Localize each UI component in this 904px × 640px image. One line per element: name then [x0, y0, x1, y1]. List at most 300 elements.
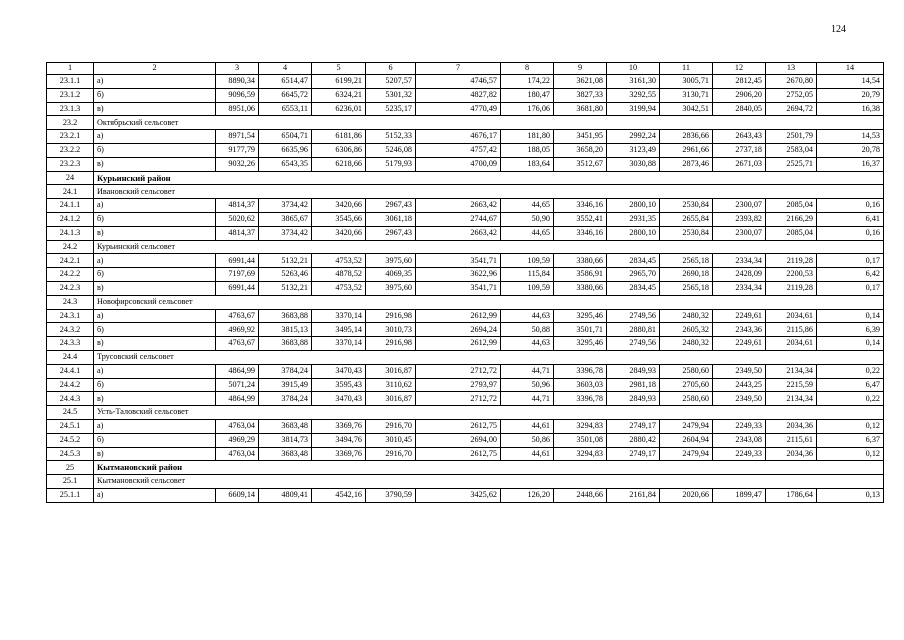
row-id: 24.1	[47, 185, 94, 199]
row-id: 24.5	[47, 406, 94, 420]
value-cell: 0,22	[817, 392, 884, 406]
row-id: 23.1.2	[47, 88, 94, 102]
row-label: б)	[94, 88, 216, 102]
value-cell: 2916,98	[366, 337, 416, 351]
value-cell: 3370,14	[312, 309, 366, 323]
table-row	[47, 323, 884, 337]
value-cell: 6218,66	[312, 157, 366, 171]
value-cell: 3681,80	[554, 102, 607, 116]
column-header: 6	[366, 63, 416, 75]
value-cell: 3396,78	[554, 392, 607, 406]
row-id: 24.1.3	[47, 226, 94, 240]
value-cell: 6,47	[817, 378, 884, 392]
value-cell: 2034,61	[766, 337, 817, 351]
value-cell: 2565,18	[660, 281, 713, 295]
value-cell: 5207,57	[366, 75, 416, 89]
tariff-table	[46, 62, 884, 503]
value-cell: 2737,18	[713, 143, 766, 157]
value-cell: 2334,34	[713, 281, 766, 295]
value-cell: 2580,60	[660, 392, 713, 406]
value-cell: 3396,78	[554, 364, 607, 378]
value-cell: 3042,51	[660, 102, 713, 116]
table-row	[47, 488, 884, 502]
value-cell: 2119,28	[766, 254, 817, 268]
table-row	[47, 157, 884, 171]
value-cell: 2300,07	[713, 226, 766, 240]
value-cell: 4753,52	[312, 254, 366, 268]
value-cell: 3010,73	[366, 323, 416, 337]
value-cell: 2712,72	[416, 364, 501, 378]
table-row	[47, 447, 884, 461]
table-row	[47, 419, 884, 433]
value-cell: 2643,43	[713, 130, 766, 144]
value-cell: 6,42	[817, 268, 884, 282]
table-row	[47, 378, 884, 392]
value-cell: 2530,84	[660, 226, 713, 240]
row-label: а)	[94, 419, 216, 433]
value-cell: 44,71	[501, 392, 554, 406]
column-header: 4	[259, 63, 312, 75]
row-id: 24.2.3	[47, 281, 94, 295]
value-cell: 2249,33	[713, 419, 766, 433]
settlement-title: Кытмановский сельсовет	[94, 475, 884, 489]
value-cell: 2612,75	[416, 419, 501, 433]
row-id: 23.2	[47, 116, 94, 130]
value-cell: 3495,14	[312, 323, 366, 337]
table-row	[47, 212, 884, 226]
column-header: 7	[416, 63, 501, 75]
value-cell: 4814,37	[216, 226, 259, 240]
district-title: Кытмановский район	[94, 461, 884, 475]
value-cell: 3369,76	[312, 419, 366, 433]
table-row	[47, 130, 884, 144]
value-cell: 44,65	[501, 199, 554, 213]
value-cell: 0,12	[817, 419, 884, 433]
value-cell: 176,06	[501, 102, 554, 116]
value-cell: 2034,61	[766, 309, 817, 323]
table-row	[47, 392, 884, 406]
value-cell: 2812,45	[713, 75, 766, 89]
value-cell: 3380,66	[554, 281, 607, 295]
value-cell: 1899,47	[713, 488, 766, 502]
value-cell: 3425,62	[416, 488, 501, 502]
value-cell: 2300,07	[713, 199, 766, 213]
value-cell: 3370,14	[312, 337, 366, 351]
value-cell: 2705,60	[660, 378, 713, 392]
value-cell: 3865,67	[259, 212, 312, 226]
value-cell: 3161,30	[607, 75, 660, 89]
table-row	[47, 88, 884, 102]
table-row	[47, 309, 884, 323]
value-cell: 3292,55	[607, 88, 660, 102]
value-cell: 4809,41	[259, 488, 312, 502]
value-cell: 20,79	[817, 88, 884, 102]
value-cell: 3975,60	[366, 254, 416, 268]
value-cell: 50,88	[501, 323, 554, 337]
row-label: в)	[94, 281, 216, 295]
value-cell: 3494,76	[312, 433, 366, 447]
row-id: 23.2.2	[47, 143, 94, 157]
value-cell: 3294,83	[554, 419, 607, 433]
row-id: 24.4.1	[47, 364, 94, 378]
value-cell: 3552,41	[554, 212, 607, 226]
row-id: 25	[47, 461, 94, 475]
value-cell: 2694,72	[766, 102, 817, 116]
value-cell: 6514,47	[259, 75, 312, 89]
value-cell: 2480,32	[660, 337, 713, 351]
value-cell: 2604,94	[660, 433, 713, 447]
value-cell: 2873,46	[660, 157, 713, 171]
value-cell: 2992,24	[607, 130, 660, 144]
value-cell: 4676,17	[416, 130, 501, 144]
value-cell: 2694,00	[416, 433, 501, 447]
value-cell: 2981,18	[607, 378, 660, 392]
value-cell: 5132,21	[259, 281, 312, 295]
value-cell: 3541,71	[416, 254, 501, 268]
value-cell: 6306,86	[312, 143, 366, 157]
value-cell: 8951,06	[216, 102, 259, 116]
value-cell: 2479,94	[660, 419, 713, 433]
value-cell: 2085,04	[766, 226, 817, 240]
row-label: а)	[94, 199, 216, 213]
row-label: а)	[94, 75, 216, 89]
value-cell: 2480,32	[660, 309, 713, 323]
value-cell: 2663,42	[416, 226, 501, 240]
row-id: 24.3.3	[47, 337, 94, 351]
row-label: б)	[94, 433, 216, 447]
value-cell: 2034,36	[766, 419, 817, 433]
table-row	[47, 75, 884, 89]
value-cell: 6504,71	[259, 130, 312, 144]
table-body	[47, 63, 884, 503]
value-cell: 2161,84	[607, 488, 660, 502]
value-cell: 3295,46	[554, 309, 607, 323]
value-cell: 50,96	[501, 378, 554, 392]
table-row	[47, 281, 884, 295]
value-cell: 2916,70	[366, 419, 416, 433]
value-cell: 3595,43	[312, 378, 366, 392]
value-cell: 2849,93	[607, 392, 660, 406]
value-cell: 3470,43	[312, 392, 366, 406]
value-cell: 3512,67	[554, 157, 607, 171]
row-id: 24.3.2	[47, 323, 94, 337]
value-cell: 2428,09	[713, 268, 766, 282]
value-cell: 6635,96	[259, 143, 312, 157]
row-label: б)	[94, 268, 216, 282]
value-cell: 2249,61	[713, 337, 766, 351]
value-cell: 6199,21	[312, 75, 366, 89]
value-cell: 14,54	[817, 75, 884, 89]
value-cell: 2119,28	[766, 281, 817, 295]
value-cell: 2840,05	[713, 102, 766, 116]
value-cell: 4864,99	[216, 392, 259, 406]
value-cell: 3130,71	[660, 88, 713, 102]
value-cell: 3110,62	[366, 378, 416, 392]
value-cell: 5179,93	[366, 157, 416, 171]
value-cell: 6,41	[817, 212, 884, 226]
value-cell: 9177,79	[216, 143, 259, 157]
value-cell: 5301,32	[366, 88, 416, 102]
value-cell: 3294,83	[554, 447, 607, 461]
table-header-row	[47, 63, 884, 75]
row-id: 24.5.1	[47, 419, 94, 433]
settlement-row	[47, 240, 884, 254]
value-cell: 6609,14	[216, 488, 259, 502]
value-cell: 5263,46	[259, 268, 312, 282]
value-cell: 3784,24	[259, 364, 312, 378]
value-cell: 3010,45	[366, 433, 416, 447]
value-cell: 2200,53	[766, 268, 817, 282]
value-cell: 3295,46	[554, 337, 607, 351]
value-cell: 2501,79	[766, 130, 817, 144]
value-cell: 2334,34	[713, 254, 766, 268]
value-cell: 5132,21	[259, 254, 312, 268]
value-cell: 2612,99	[416, 309, 501, 323]
value-cell: 0,12	[817, 447, 884, 461]
value-cell: 2749,56	[607, 337, 660, 351]
table-row	[47, 254, 884, 268]
settlement-title: Трусовский сельсовет	[94, 350, 884, 364]
value-cell: 2249,33	[713, 447, 766, 461]
value-cell: 6991,44	[216, 281, 259, 295]
value-cell: 3622,96	[416, 268, 501, 282]
value-cell: 0,14	[817, 337, 884, 351]
value-cell: 3369,76	[312, 447, 366, 461]
value-cell: 0,17	[817, 281, 884, 295]
row-id: 24	[47, 171, 94, 185]
value-cell: 3501,71	[554, 323, 607, 337]
column-header: 8	[501, 63, 554, 75]
value-cell: 3380,66	[554, 254, 607, 268]
row-id: 24.5.3	[47, 447, 94, 461]
value-cell: 2349,50	[713, 392, 766, 406]
column-header: 5	[312, 63, 366, 75]
value-cell: 2800,10	[607, 226, 660, 240]
row-label: в)	[94, 392, 216, 406]
settlement-row	[47, 185, 884, 199]
value-cell: 2530,84	[660, 199, 713, 213]
value-cell: 8890,34	[216, 75, 259, 89]
district-row	[47, 171, 884, 185]
row-id: 23.2.1	[47, 130, 94, 144]
value-cell: 180,47	[501, 88, 554, 102]
value-cell: 2834,45	[607, 254, 660, 268]
value-cell: 3451,95	[554, 130, 607, 144]
value-cell: 188,05	[501, 143, 554, 157]
value-cell: 181,80	[501, 130, 554, 144]
value-cell: 16,37	[817, 157, 884, 171]
value-cell: 5246,08	[366, 143, 416, 157]
row-id: 24.4	[47, 350, 94, 364]
value-cell: 3346,16	[554, 199, 607, 213]
value-cell: 16,38	[817, 102, 884, 116]
value-cell: 2965,70	[607, 268, 660, 282]
table-row	[47, 433, 884, 447]
value-cell: 3420,66	[312, 199, 366, 213]
value-cell: 109,59	[501, 254, 554, 268]
value-cell: 44,63	[501, 337, 554, 351]
value-cell: 4746,57	[416, 75, 501, 89]
value-cell: 3346,16	[554, 226, 607, 240]
value-cell: 4969,29	[216, 433, 259, 447]
settlement-title: Новофирсовский сельсовет	[94, 295, 884, 309]
value-cell: 2690,18	[660, 268, 713, 282]
row-label: в)	[94, 157, 216, 171]
row-id: 25.1.1	[47, 488, 94, 502]
value-cell: 9032,26	[216, 157, 259, 171]
column-header: 1	[47, 63, 94, 75]
settlement-title: Ивановский сельсовет	[94, 185, 884, 199]
row-label: б)	[94, 212, 216, 226]
value-cell: 6553,11	[259, 102, 312, 116]
column-header: 2	[94, 63, 216, 75]
value-cell: 2834,45	[607, 281, 660, 295]
row-label: в)	[94, 102, 216, 116]
value-cell: 2749,56	[607, 309, 660, 323]
value-cell: 3734,42	[259, 199, 312, 213]
value-cell: 4757,42	[416, 143, 501, 157]
row-id: 24.2.2	[47, 268, 94, 282]
row-label: а)	[94, 364, 216, 378]
value-cell: 8971,54	[216, 130, 259, 144]
value-cell: 4969,92	[216, 323, 259, 337]
value-cell: 2580,60	[660, 364, 713, 378]
value-cell: 5071,24	[216, 378, 259, 392]
column-header: 13	[766, 63, 817, 75]
column-header: 10	[607, 63, 660, 75]
value-cell: 2343,36	[713, 323, 766, 337]
district-row	[47, 461, 884, 475]
column-header: 3	[216, 63, 259, 75]
value-cell: 3470,43	[312, 364, 366, 378]
value-cell: 3545,66	[312, 212, 366, 226]
value-cell: 3005,71	[660, 75, 713, 89]
page-number: 124	[831, 24, 846, 35]
row-id: 23.2.3	[47, 157, 94, 171]
row-id: 23.1.3	[47, 102, 94, 116]
value-cell: 20,78	[817, 143, 884, 157]
row-id: 24.3	[47, 295, 94, 309]
table-row	[47, 102, 884, 116]
row-label: а)	[94, 254, 216, 268]
value-cell: 3621,08	[554, 75, 607, 89]
row-id: 24.3.1	[47, 309, 94, 323]
value-cell: 4814,37	[216, 199, 259, 213]
value-cell: 2249,61	[713, 309, 766, 323]
value-cell: 3030,88	[607, 157, 660, 171]
value-cell: 3420,66	[312, 226, 366, 240]
settlement-row	[47, 350, 884, 364]
value-cell: 2525,71	[766, 157, 817, 171]
value-cell: 2961,66	[660, 143, 713, 157]
value-cell: 2670,80	[766, 75, 817, 89]
value-cell: 3683,88	[259, 309, 312, 323]
value-cell: 3061,18	[366, 212, 416, 226]
value-cell: 4069,35	[366, 268, 416, 282]
row-label: в)	[94, 337, 216, 351]
value-cell: 3603,03	[554, 378, 607, 392]
column-header: 9	[554, 63, 607, 75]
value-cell: 1786,64	[766, 488, 817, 502]
value-cell: 6991,44	[216, 254, 259, 268]
value-cell: 6181,86	[312, 130, 366, 144]
row-id: 24.4.2	[47, 378, 94, 392]
value-cell: 0,13	[817, 488, 884, 502]
value-cell: 2967,43	[366, 226, 416, 240]
row-id: 25.1	[47, 475, 94, 489]
value-cell: 6543,35	[259, 157, 312, 171]
value-cell: 2880,81	[607, 323, 660, 337]
value-cell: 126,20	[501, 488, 554, 502]
row-id: 24.4.3	[47, 392, 94, 406]
value-cell: 2916,98	[366, 309, 416, 323]
value-cell: 2085,04	[766, 199, 817, 213]
value-cell: 44,71	[501, 364, 554, 378]
value-cell: 2931,35	[607, 212, 660, 226]
value-cell: 3541,71	[416, 281, 501, 295]
value-cell: 3790,59	[366, 488, 416, 502]
value-cell: 2605,32	[660, 323, 713, 337]
value-cell: 6645,72	[259, 88, 312, 102]
value-cell: 2752,05	[766, 88, 817, 102]
value-cell: 2583,04	[766, 143, 817, 157]
value-cell: 2134,34	[766, 364, 817, 378]
value-cell: 2671,03	[713, 157, 766, 171]
value-cell: 7197,69	[216, 268, 259, 282]
settlement-title: Усть-Таловский сельсовет	[94, 406, 884, 420]
row-label: а)	[94, 488, 216, 502]
value-cell: 2655,84	[660, 212, 713, 226]
value-cell: 5235,17	[366, 102, 416, 116]
value-cell: 2793,97	[416, 378, 501, 392]
value-cell: 2448,66	[554, 488, 607, 502]
value-cell: 2967,43	[366, 199, 416, 213]
value-cell: 2115,86	[766, 323, 817, 337]
value-cell: 3658,20	[554, 143, 607, 157]
value-cell: 0,16	[817, 199, 884, 213]
value-cell: 44,61	[501, 419, 554, 433]
value-cell: 44,65	[501, 226, 554, 240]
row-id: 23.1.1	[47, 75, 94, 89]
value-cell: 6324,21	[312, 88, 366, 102]
value-cell: 5020,62	[216, 212, 259, 226]
row-id: 24.2.1	[47, 254, 94, 268]
value-cell: 3199,94	[607, 102, 660, 116]
value-cell: 3501,08	[554, 433, 607, 447]
value-cell: 4753,52	[312, 281, 366, 295]
value-cell: 4763,67	[216, 309, 259, 323]
settlement-row	[47, 406, 884, 420]
value-cell: 3683,88	[259, 337, 312, 351]
value-cell: 4763,04	[216, 419, 259, 433]
value-cell: 50,90	[501, 212, 554, 226]
value-cell: 2479,94	[660, 447, 713, 461]
value-cell: 2749,17	[607, 447, 660, 461]
value-cell: 2906,20	[713, 88, 766, 102]
settlement-row	[47, 475, 884, 489]
value-cell: 50,86	[501, 433, 554, 447]
value-cell: 2880,42	[607, 433, 660, 447]
settlement-row	[47, 116, 884, 130]
value-cell: 6236,01	[312, 102, 366, 116]
value-cell: 4827,82	[416, 88, 501, 102]
value-cell: 3815,13	[259, 323, 312, 337]
value-cell: 3016,87	[366, 392, 416, 406]
value-cell: 2393,82	[713, 212, 766, 226]
row-id: 24.1.1	[47, 199, 94, 213]
column-header: 12	[713, 63, 766, 75]
value-cell: 2215,59	[766, 378, 817, 392]
